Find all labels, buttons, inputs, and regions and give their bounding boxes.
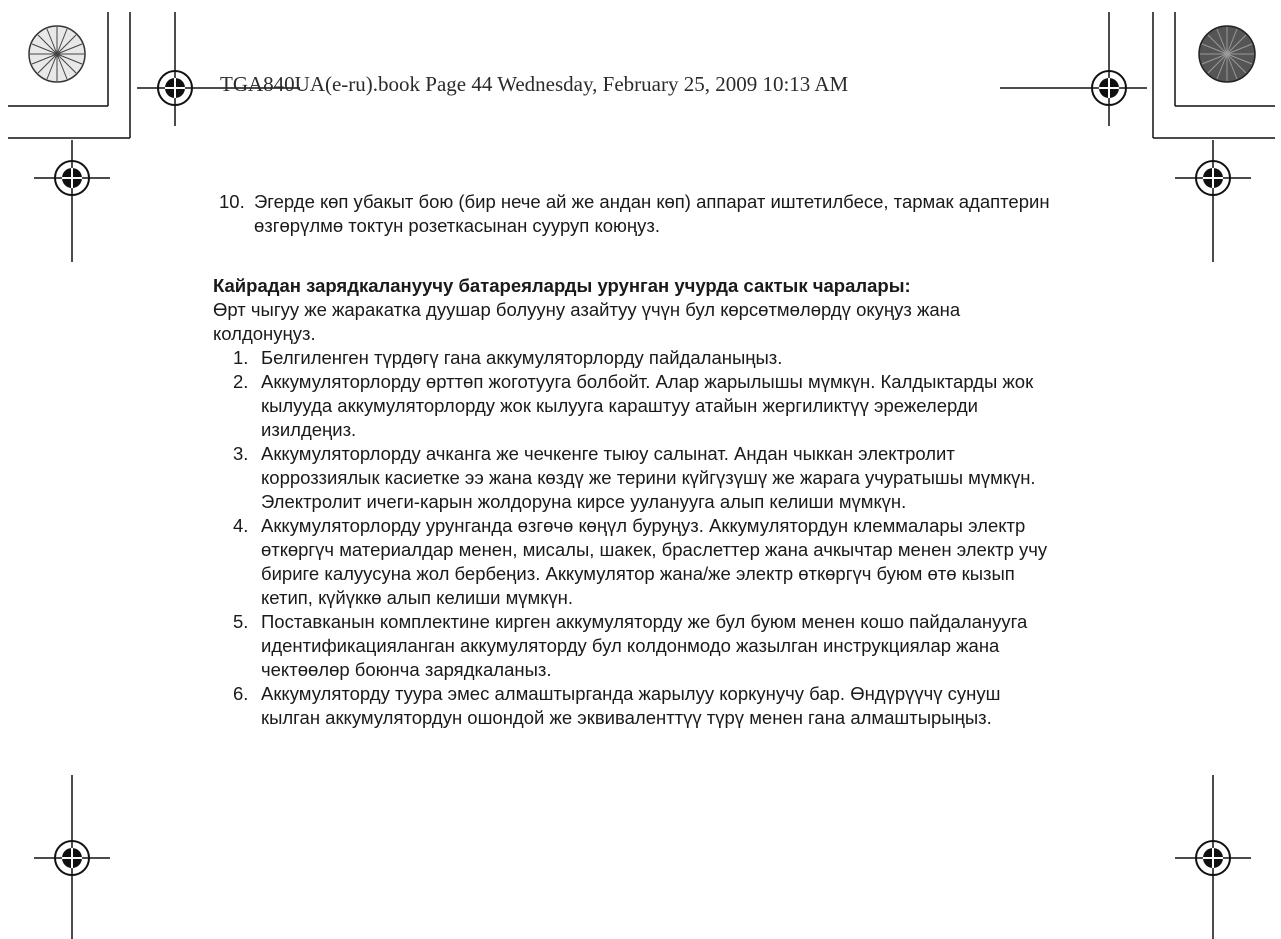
section-heading: Кайрадан зарядкалануучу батареяларды урунган учурда сактык чаралары: (213, 275, 911, 296)
list-item-text: Поставканын комплектине кирген аккумуляторду же бул буюм менен кошо пайдаланууга идентификацияланган аккумуляторду бул колдонмодо жазылган инструкциялар жана чектөөлөр боюнча зарядкаланыз. (261, 611, 1028, 680)
list-item-text: Аккумуляторду туура эмес алмаштырганда жарылуу коркунучу бар. Өндүрүүчү сунуш кылган аккумулятордун ошондой же эквиваленттүү түрү менен гана алмаштырыңыз. (261, 683, 1001, 728)
crop-mark-top-right (1153, 12, 1275, 138)
registration-mark-right-upper (1175, 140, 1251, 262)
list-item-number: 10. (219, 191, 245, 212)
starburst-mark-top-left (29, 26, 85, 82)
registration-mark-left-lower (34, 775, 110, 939)
list-item (213, 370, 1053, 442)
document-body (213, 190, 1053, 730)
list-item (213, 346, 1053, 370)
starburst-mark-top-right (1199, 26, 1255, 82)
crop-mark-top-left (8, 12, 130, 138)
list-item-number: 4. (233, 515, 249, 536)
precautions-list (213, 346, 1053, 730)
list-item-text: Аккумуляторлорду ачканга же чечкенге тыюу салынат. Андан чыккан электролит корроззиялык касиетке ээ жана көздү же терини күйгүзүшү же жарага учуратышы мүмкүн. Электролит ичеги-карын жолдоруна кирсе ууланууга алып келиши мүмкүн. (261, 443, 1036, 512)
registration-mark-left-upper (34, 140, 110, 262)
section-lead: Өрт чыгуу же жаракатка дуушар болууну азайтуу үчүн бул көрсөтмөлөрдү окуңуз жана колдонуңуз. (213, 299, 961, 344)
registration-mark-right-lower (1175, 775, 1251, 939)
list-item-text: Аккумуляторлорду өрттөп жоготууга болбойт. Алар жарылышы мүмкүн. Калдыктарды жок кылууда аккумуляторлорду жок кылууга караштуу атайын жергиликтүү эрежелерди изилдеңиз. (261, 371, 1034, 440)
list-item-number: 2. (233, 371, 249, 392)
page-header: TGA840UA(e-ru).book Page 44 Wednesday, February 25, 2009 10:13 AM (220, 72, 849, 96)
list-item-number: 1. (233, 347, 249, 368)
registration-mark-top-left (137, 12, 300, 126)
list-item-text: Аккумуляторлорду урунганда өзгөчө көңүл буруңуз. Аккумулятордун клеммалары электр өткөргүч материалдар менен, мисалы, шакек, браслеттер жана ачкычтар менен электр учу бириге калуусуна жол бербеңиз. Аккумулятор жана/же электр өткөргүч буюм өтө кызып кетип, күйүккө алып келиши мүмкүн. (261, 515, 1048, 608)
list-item-number: 3. (233, 443, 249, 464)
list-item (213, 514, 1053, 610)
list-item (213, 610, 1053, 682)
list-item (213, 682, 1053, 730)
list-item-number: 6. (233, 683, 249, 704)
list-item (213, 442, 1053, 514)
list-item-10 (221, 190, 1053, 238)
list-item-text: Эгерде көп убакыт бою (бир нече ай же андан көп) аппарат иштетилбесе, тармак адаптерин өзгөрүлмө токтун розеткасынан сууруп коюңуз. (254, 191, 1050, 236)
list-item-text: Белгиленген түрдөгү гана аккумуляторлорду пайдаланыңыз. (261, 347, 783, 368)
list-item-number: 5. (233, 611, 249, 632)
registration-mark-top-right (1000, 12, 1147, 126)
